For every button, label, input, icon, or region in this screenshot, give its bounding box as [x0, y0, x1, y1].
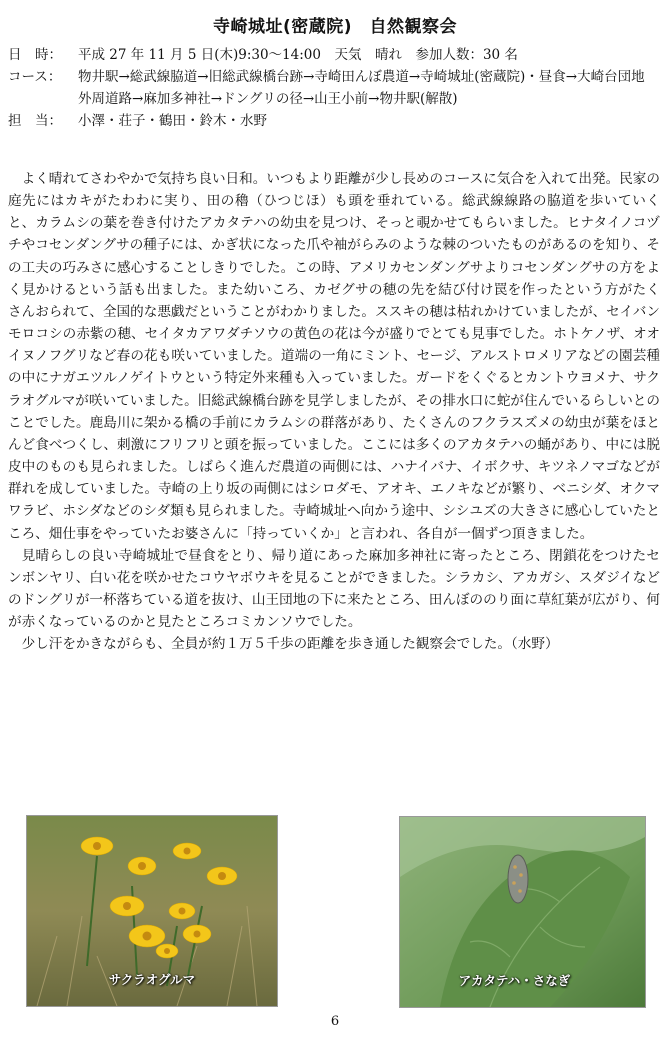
- photo-sakuraoguruma: [26, 815, 278, 1007]
- report-body: [8, 168, 660, 655]
- info-value: 物井駅→総武線脇道→旧総武線橋台跡→寺崎田んぼ農道→寺崎城址(密蔵院)・昼食→大崎台団地外周道路→麻加多神社→ドングリの径→山王小前→物井駅(解散): [78, 69, 645, 107]
- page-title: 寺崎城址(密蔵院) 自然観察会: [212, 17, 458, 37]
- paragraph: よく晴れてさわやかで気持ち良い日和。いつもより距離が少し長めのコースに気合を入れて出発。民家の庭先にはカキがたわわに実り、田の穭（ひつじほ）も頭を垂れている。総武線線路の脇道を歩いていくと、カラムシの葉を巻き付けたアカタテハの幼虫を見つけ、そっと覗かせてもらいました。ヒナタイノコヅチやコセンダングサの種子には、かぎ状になった爪や袖がらみのような棘のついたものがあるのを知り、その工夫の巧みさに感心することしきりでした。この時、アメリカセンダングサよりコセンダングサの方をよく見かけるという話も出ました。また幼いころ、カゼグサの穂の先を結び付け罠を作ったという方がたくさんおられて、全国的な悪戯だということがわかりました。ススキの穂は枯れかけていましたが、セイバンモロコシの赤紫の穂、セイタカアワダチソウの黄色の花は今が盛りでとても見事でした。ホトケノザ、オオイヌノフグリなど春の花も咲いていました。道端の一角にミント、セージ、アルストロメリアなどの園芸種の中にナガエツルノゲイトウという特定外来種も入っていました。ガードをくぐるとカントウヨメナ、サクラオグルマが咲いていました。旧総武線橋台跡を見学しましたが、その排水口に蛇が住んでいるらしいとのことでした。鹿島川に架かる橋の手前にカラムシの群落があり、たくさんのフクラスズメの幼虫が葉をほとんど食べつくし、刺激にフリフリと頭を振っていました。ここには多くのアカタテハの蛹があり、中には脱皮中のものも見られました。しばらく進んだ農道の両側には、ハナイバナ、イボクサ、キツネノマゴなどが群れを成していました。寺崎の上り坂の両側にはシロダモ、アオキ、エノキなどが繁り、ベニシダ、オクマワラビ、ホシダなどのシダ類も見られました。寺崎城址へ向かう途中、シシユズの大きさに感心していたところ、畑仕事をやっていたお婆さんに「持っていくか」と言われ、各自が一個ずつ頂きました。: [8, 171, 660, 542]
- paragraph: 見晴らしの良い寺崎城址で昼食をとり、帰り道にあった麻加多神社に寄ったところ、閉鎖花をつけたセンボンヤリ、白い花を咲かせたコウヤボウキを見ることができました。シラカシ、アカガシ、スダジイなどのドングリが一杯落ちている道を抜け、山王団地の下に来たところ、田んぼののり面に草紅葉が広がり、何が赤くなっているのかと見たところコミカンソウでした。: [8, 547, 660, 631]
- paragraph: 少し汗をかきながらも、全員が約１万５千歩の距離を歩き通した観察会でした。（水野）: [21, 636, 559, 653]
- info-label: 日 時：: [8, 47, 62, 63]
- info-value: 小澤・荘子・鶴田・鈴木・水野: [78, 113, 267, 129]
- photo-caption: サクラオグルマ: [108, 972, 196, 987]
- info-row-staff: [8, 110, 658, 132]
- page-number: 6: [330, 1014, 340, 1029]
- info-row-datetime: [8, 44, 658, 66]
- info-value: 平成 27 年 11 月 5 日(木)9:30〜14:00 天気 晴れ 参加人数：30 名: [78, 47, 518, 63]
- info-label: コース：: [8, 69, 62, 85]
- photo-akatateha-pupa: [399, 816, 646, 1008]
- info-label: 担 当：: [8, 113, 62, 129]
- photo-caption: アカタテハ・さなぎ: [458, 973, 571, 988]
- info-row-course: [8, 66, 658, 110]
- event-info: [8, 44, 658, 132]
